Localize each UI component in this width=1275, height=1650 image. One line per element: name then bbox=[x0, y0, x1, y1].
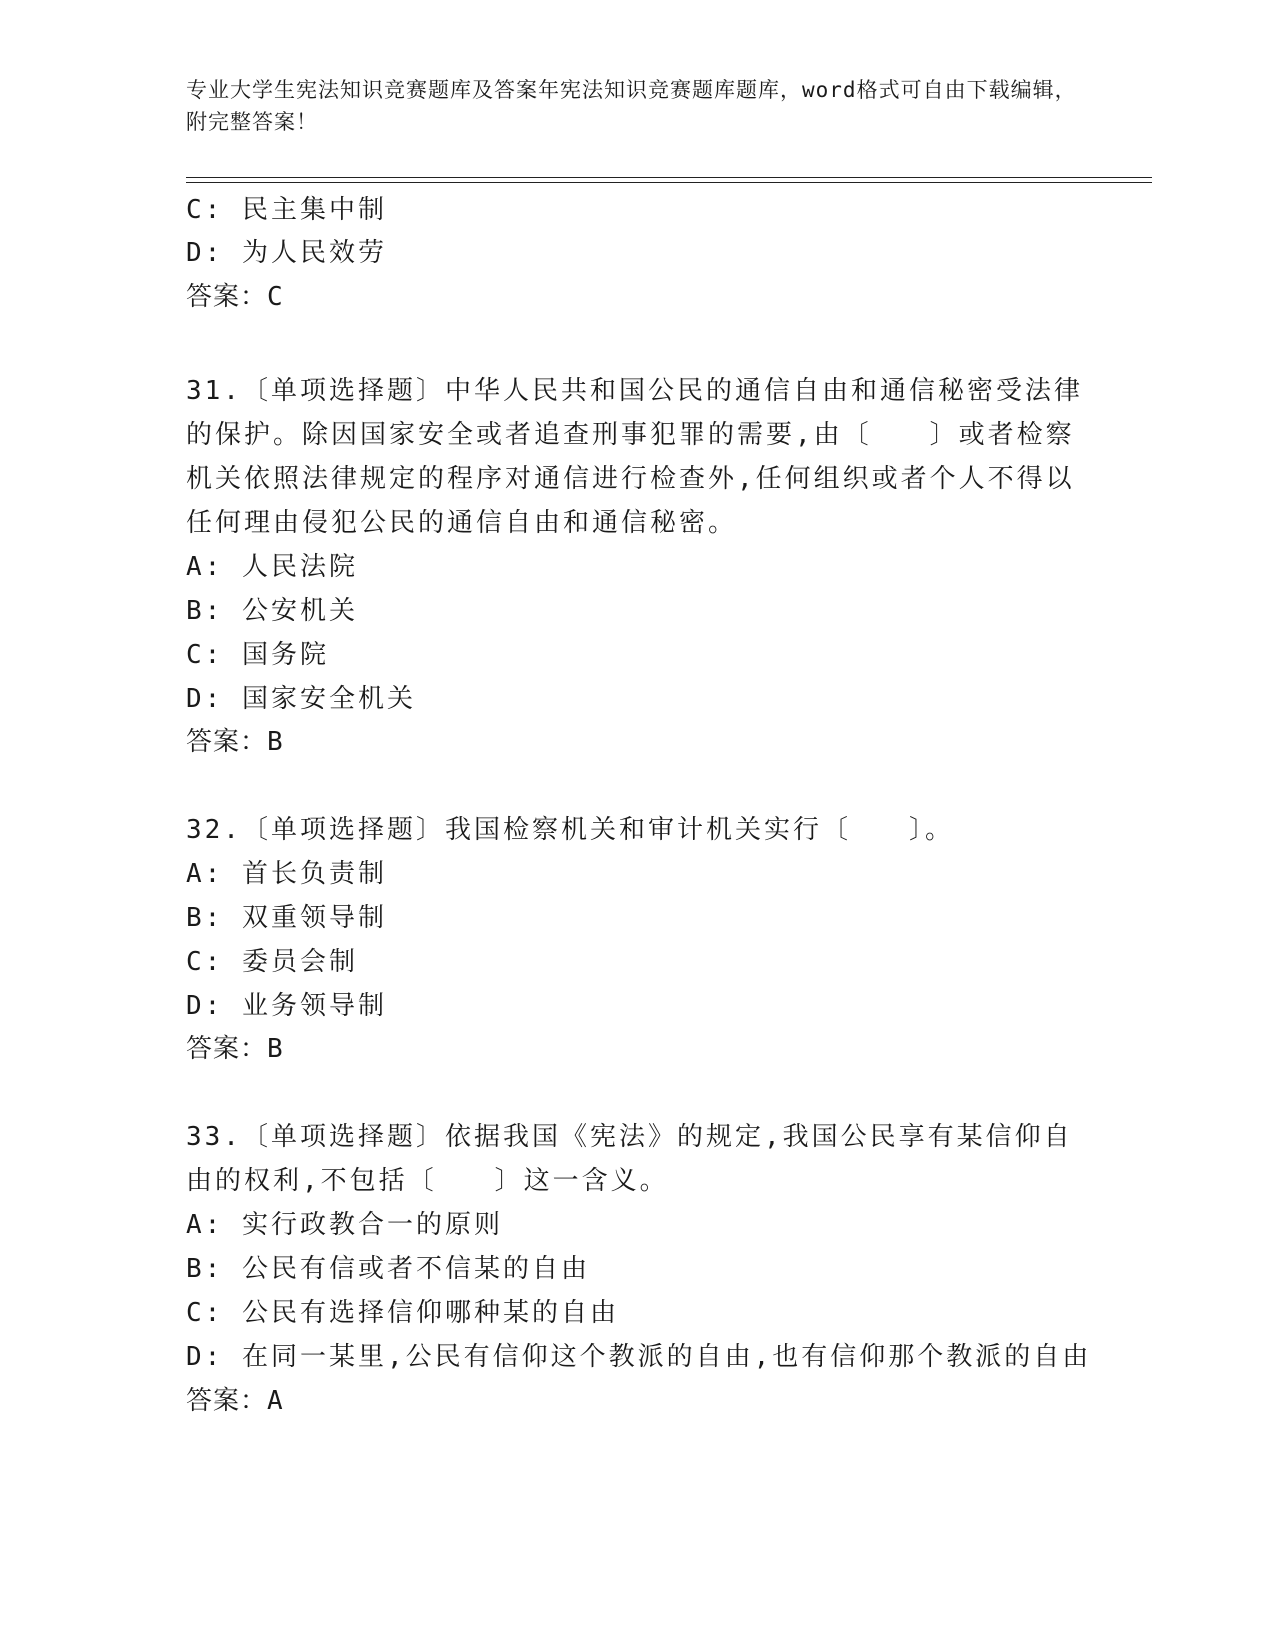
answer-value: B bbox=[267, 1034, 284, 1064]
q31-answer bbox=[186, 725, 284, 759]
q33-option-d: D: 在同一某里,公民有信仰这个教派的自由,也有信仰那个教派的自由 bbox=[186, 1342, 1092, 1372]
q31-option-a: A: 人民法院 bbox=[186, 552, 358, 582]
document-header: 专业大学生宪法知识竞赛题库及答案年宪法知识竞赛题库题库，word格式可自由下载编辑，附完整答案！ bbox=[186, 78, 1077, 134]
q31-option-c: C: 国务院 bbox=[186, 640, 329, 670]
q31-stem-line-3: 机关依照法律规定的程序对通信进行检查外,任何组织或者个人不得以 bbox=[186, 464, 1075, 494]
q31-option-b: B: 公安机关 bbox=[186, 596, 358, 626]
q30-option-d: D: 为人民效劳 bbox=[186, 238, 387, 268]
answer-value: B bbox=[267, 727, 284, 757]
q32-option-c: C: 委员会制 bbox=[186, 947, 358, 977]
header-rule-bottom bbox=[186, 182, 1152, 183]
header-rule-top bbox=[186, 177, 1152, 178]
q33-option-c: C: 公民有选择信仰哪种某的自由 bbox=[186, 1298, 619, 1328]
answer-label: 答案： bbox=[186, 727, 268, 757]
q32-stem-line-1: 32.〔单项选择题〕我国检察机关和审计机关实行〔 〕。 bbox=[186, 815, 954, 845]
q32-answer bbox=[186, 1032, 284, 1066]
q31-stem-line-1: 31.〔单项选择题〕中华人民共和国公民的通信自由和通信秘密受法律 bbox=[186, 376, 1083, 406]
q33-stem-line-1: 33.〔单项选择题〕依据我国《宪法》的规定,我国公民享有某信仰自 bbox=[186, 1122, 1073, 1152]
q30-option-c: C: 民主集中制 bbox=[186, 195, 387, 225]
q32-option-b: B: 双重领导制 bbox=[186, 903, 387, 933]
q32-option-d: D: 业务领导制 bbox=[186, 991, 387, 1021]
q32-option-a: A: 首长负责制 bbox=[186, 859, 387, 889]
q33-option-a: A: 实行政教合一的原则 bbox=[186, 1210, 503, 1240]
q31-stem-line-2: 的保护。除因国家安全或者追查刑事犯罪的需要,由〔 〕或者检察 bbox=[186, 420, 1075, 450]
answer-value: A bbox=[267, 1386, 284, 1416]
q30-answer bbox=[186, 280, 284, 314]
q33-stem-line-2: 由的权利,不包括〔 〕这一含义。 bbox=[186, 1166, 669, 1196]
q31-option-d: D: 国家安全机关 bbox=[186, 684, 416, 714]
q33-option-b: B: 公民有信或者不信某的自由 bbox=[186, 1254, 590, 1284]
q31-stem-line-4: 任何理由侵犯公民的通信自由和通信秘密。 bbox=[186, 508, 738, 538]
answer-label: 答案： bbox=[186, 1386, 268, 1416]
answer-value: C bbox=[267, 282, 284, 312]
answer-label: 答案： bbox=[186, 1034, 268, 1064]
answer-label: 答案： bbox=[186, 282, 268, 312]
q33-answer bbox=[186, 1384, 284, 1418]
